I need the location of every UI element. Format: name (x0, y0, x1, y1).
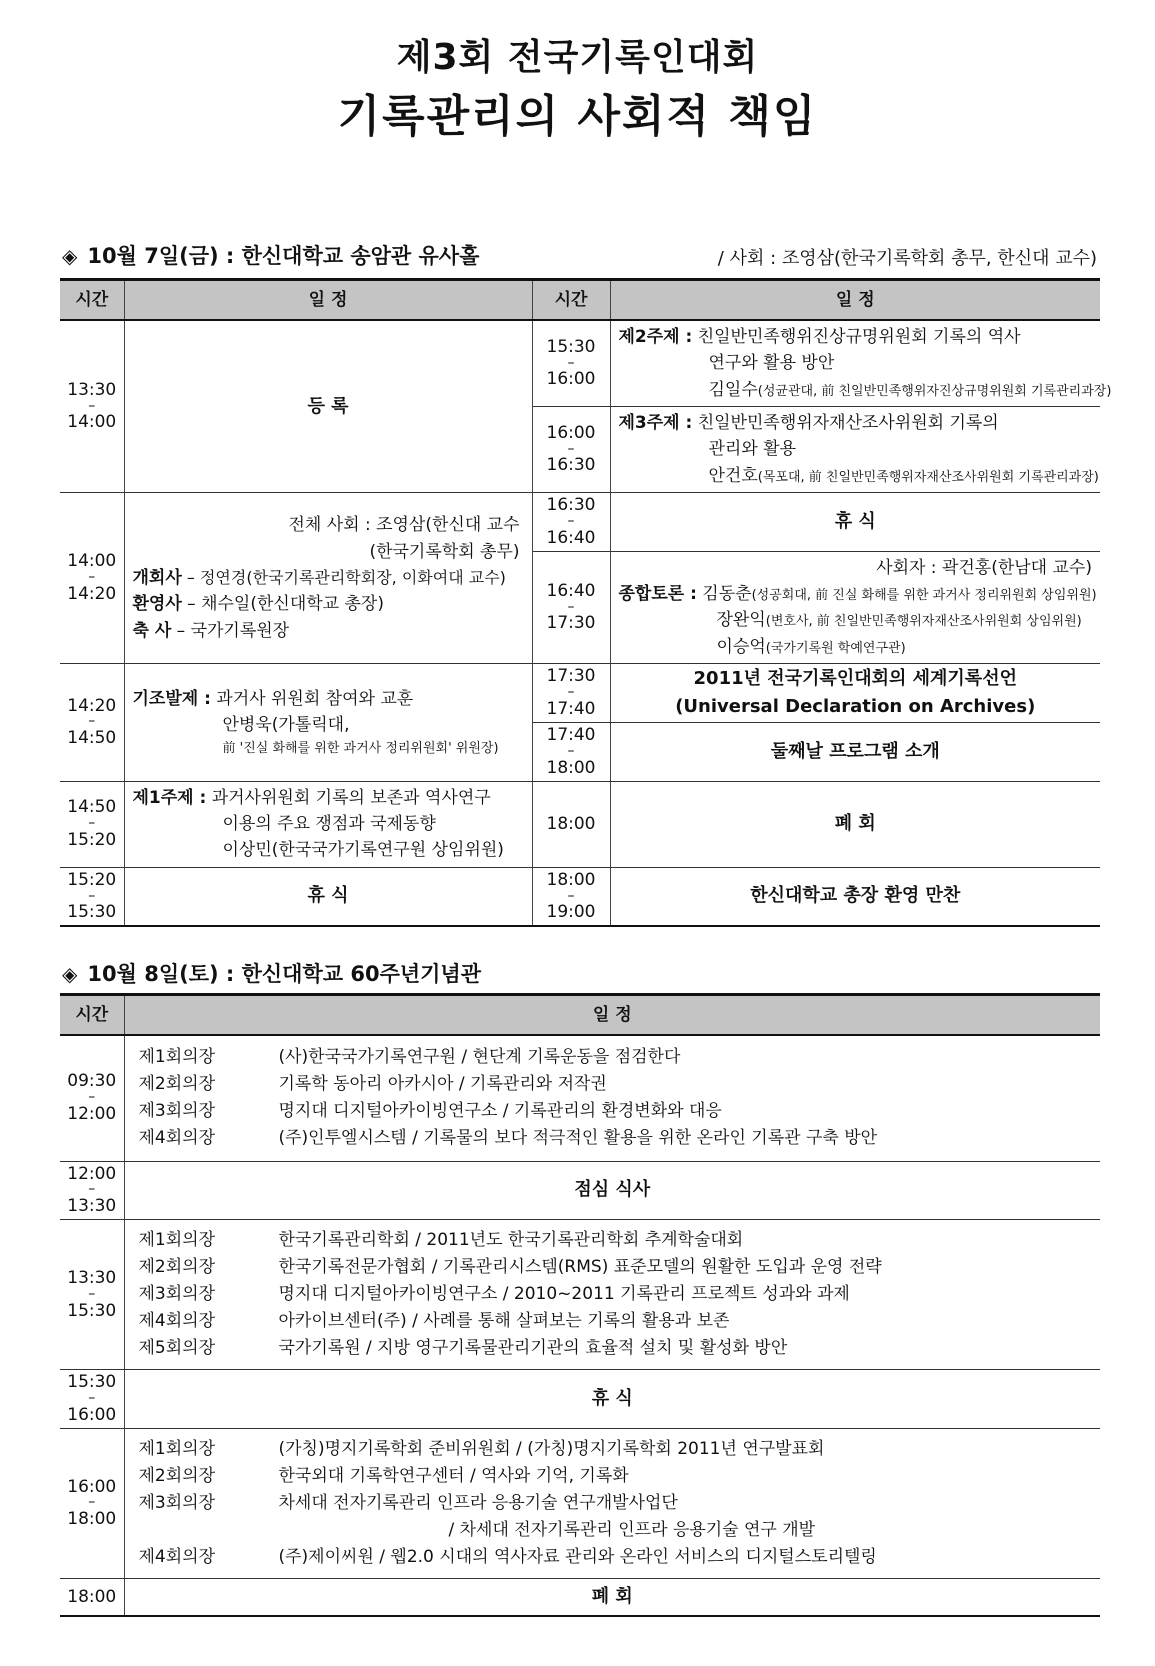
time-dash: – (88, 1089, 96, 1106)
list-item (139, 1281, 1087, 1308)
time-dash: – (567, 440, 575, 457)
start-time: 12:00 (67, 1163, 117, 1184)
start-time: 17:40 (546, 724, 596, 745)
end-time: 16:30 (546, 455, 596, 476)
time-dash: – (88, 569, 96, 586)
session-cell (124, 781, 532, 867)
room-program: 한국기록관리학회 / 2011년도 한국기록관리학회 추계학술대회 (278, 1230, 744, 1251)
speaker-affiliation: (성균관대, 前 친일반민족행위자진상규명위원회 기록관리과장) (757, 383, 1112, 399)
day2-preview-cell: 둘째날 프로그램 소개 (610, 722, 1100, 781)
start-time: 18:00 (546, 813, 596, 834)
opening-label: 개회사 (132, 567, 182, 588)
room-name: 제1회의장 (138, 1047, 216, 1068)
start-time: 16:00 (67, 1476, 117, 1497)
start-time: 15:30 (67, 1372, 117, 1393)
room-program: 한국외대 기록학연구센터 / 역사와 기억, 기록화 (278, 1465, 629, 1486)
list-item (139, 1227, 1087, 1254)
room-name: 제3회의장 (138, 1101, 216, 1122)
table-row (60, 1428, 1100, 1578)
end-time: 15:30 (67, 1300, 117, 1321)
speaker-affiliation: (목포대, 前 친일반민족행위자재산조사위원회 기록관리과장) (757, 469, 1099, 485)
column-header-time: 시간 (532, 280, 610, 321)
lunch-cell: 점심 식사 (124, 1161, 1100, 1220)
time-dash: – (88, 1390, 96, 1407)
table-row (60, 867, 1100, 926)
panel-moderator: 사회자 : 곽건홍(한남대 교수) (876, 557, 1092, 578)
time-cell (532, 320, 610, 407)
session-topic: 친일반민족행위자재산조사위원회 기록의 (692, 413, 999, 434)
start-time: 17:30 (546, 666, 596, 687)
time-dash: – (567, 684, 575, 701)
table-row (60, 1578, 1100, 1616)
room-list (124, 1220, 1100, 1370)
list-item (139, 1544, 1087, 1571)
time-dash: – (88, 1285, 96, 1302)
time-cell (60, 1220, 124, 1370)
start-time: 18:00 (546, 869, 596, 890)
event-theme: 기록관리의 사회적 책임 (337, 91, 818, 142)
session-label: 제3주제 : (618, 413, 693, 434)
time-cell (532, 867, 610, 926)
list-item (139, 1071, 1087, 1098)
day2-schedule-table (60, 993, 1100, 1617)
speaker-name: 안건호 (708, 465, 758, 486)
day1-heading (62, 240, 479, 270)
document-title (0, 34, 1155, 148)
end-time: 12:00 (67, 1104, 117, 1125)
time-cell (532, 407, 610, 493)
time-cell (60, 1370, 124, 1429)
start-time: 09:30 (67, 1071, 117, 1092)
end-time: 17:40 (546, 698, 596, 719)
day2-heading-text: 10월 8일(토) : 한신대학교 60주년기념관 (87, 962, 482, 986)
time-cell (60, 1578, 124, 1616)
list-item (139, 1308, 1087, 1335)
start-time: 15:20 (67, 869, 117, 890)
start-time: 13:30 (67, 1267, 117, 1288)
panelist-name: 장완익 (716, 610, 766, 631)
room-name: 제2회의장 (138, 1465, 216, 1486)
day1-schedule-table (60, 278, 1112, 927)
break-cell: 휴 식 (124, 1370, 1100, 1429)
list-item (139, 1125, 1087, 1152)
opening-speaker: – 정연경(한국기록관리학회장, 이화여대 교수) (181, 567, 506, 587)
end-time: 14:50 (67, 728, 117, 749)
time-dash: – (567, 598, 575, 615)
room-program: 차세대 전자기록관리 인프라 응용기술 연구개발사업단 (278, 1492, 678, 1513)
congrats-speaker: – 국가기록원장 (171, 620, 290, 641)
closing-cell: 폐 회 (124, 1578, 1100, 1616)
start-time: 16:00 (546, 422, 596, 443)
time-dash: – (88, 815, 96, 832)
time-dash: – (88, 1494, 96, 1511)
list-item (139, 1098, 1087, 1125)
table-row (60, 1370, 1100, 1429)
break-cell: 휴 식 (124, 867, 532, 926)
time-dash: – (88, 397, 96, 414)
end-time: 16:00 (546, 369, 596, 390)
time-cell (60, 1428, 124, 1578)
time-cell (60, 320, 124, 493)
session-cell (610, 407, 1100, 493)
event-title: 제3회 전국기록인대회 (396, 37, 759, 78)
end-time: 17:30 (546, 613, 596, 634)
room-program: (주)인투엘시스템 / 기록물의 보다 적극적인 활용을 위한 온라인 기록관 구축 방안 (278, 1128, 878, 1149)
start-time: 15:30 (546, 336, 596, 357)
room-program: 한국기록전문가협회 / 기록관리시스템(RMS) 표준모델의 원활한 도입과 운영 전략 (278, 1257, 882, 1278)
session-label: 제2주제 : (618, 327, 693, 347)
room-program: (사)한국국가기록연구원 / 현단계 기록운동을 점검한다 (278, 1047, 681, 1068)
session-cell (610, 320, 1112, 407)
declaration-title: 2011년 전국기록인대회의 세계기록선언 (693, 668, 1017, 690)
column-header-time: 시간 (60, 995, 124, 1036)
end-time: 14:00 (67, 412, 117, 433)
time-dash: – (567, 513, 575, 529)
end-time: 15:20 (67, 829, 117, 850)
table-row (60, 320, 1100, 407)
keynote-topic: 과거사 위원회 참여와 교훈 (210, 688, 414, 709)
table-row (60, 1035, 1100, 1161)
moderator-line-cont: (한국기록학회 총무) (369, 541, 520, 562)
table-header-row (60, 995, 1100, 1036)
time-cell (532, 493, 610, 552)
time-dash: – (567, 887, 575, 904)
room-name: 제1회의장 (138, 1438, 216, 1459)
room-name: 제3회의장 (138, 1492, 216, 1513)
time-cell (60, 664, 124, 781)
start-time: 16:30 (546, 495, 596, 516)
time-cell (532, 664, 610, 723)
table-header-row (60, 280, 1100, 321)
declaration-subtitle: (Universal Declaration on Archives) (675, 696, 1036, 717)
room-program: 명지대 디지털아카이빙연구소 / 기록관리의 환경변화와 대응 (278, 1101, 722, 1122)
declaration-cell (610, 664, 1100, 723)
speaker-name: 이상민(한국국가기록연구원 상임위원) (222, 840, 504, 861)
start-time: 14:50 (67, 797, 117, 818)
room-name: 제4회의장 (138, 1311, 216, 1332)
room-program: 국가기록원 / 지방 영구기록물관리기관의 효율적 설치 및 활성화 방안 (278, 1338, 788, 1359)
start-time: 14:00 (67, 551, 117, 572)
column-header-time: 시간 (60, 280, 124, 321)
room-list (124, 1035, 1100, 1161)
time-cell (60, 493, 124, 664)
table-row (60, 1220, 1100, 1370)
list-item (139, 1517, 1087, 1544)
room-name: 제5회의장 (138, 1338, 216, 1359)
end-time: 16:00 (67, 1404, 117, 1425)
list-item (139, 1254, 1087, 1281)
list-item (139, 1463, 1087, 1490)
session-topic-cont: 연구와 활용 방안 (708, 353, 835, 374)
dinner-cell: 한신대학교 총장 환영 만찬 (610, 867, 1100, 926)
room-program: 아카이브센터(주) / 사례를 통해 살펴보는 기록의 활용과 보존 (278, 1311, 730, 1332)
list-item (139, 1490, 1087, 1517)
end-time: 14:20 (67, 583, 117, 604)
time-cell (532, 722, 610, 781)
time-cell (60, 867, 124, 926)
room-program: 기록학 동아리 아카시아 / 기록관리와 저작권 (278, 1074, 607, 1095)
panelist-name: 김동춘 (696, 584, 752, 605)
keynote-speaker: 안병욱(가톨릭대, (222, 715, 350, 736)
room-program: 명지대 디지털아카이빙연구소 / 2010~2011 기록관리 프로젝트 성과와 과제 (278, 1284, 850, 1305)
room-name: 제4회의장 (138, 1546, 216, 1567)
keynote-speaker-affiliation: 前 '진실 화해를 위한 과거사 정리위원회' 위원장) (222, 740, 499, 756)
table-row (60, 493, 1100, 552)
registration-cell: 등 록 (124, 320, 532, 493)
welcome-speaker: – 채수일(한신대학교 총장) (181, 594, 384, 615)
session-topic-cont: 이용의 주요 쟁점과 국제동향 (222, 813, 436, 834)
end-time: 13:30 (67, 1196, 117, 1217)
list-item (139, 1436, 1087, 1463)
room-name: 제1회의장 (138, 1230, 216, 1251)
keynote-label: 기조발제 : (132, 688, 211, 709)
table-row (60, 781, 1100, 867)
time-cell (60, 781, 124, 867)
column-header-schedule: 일 정 (610, 280, 1100, 321)
panel-discussion-cell (610, 551, 1100, 663)
panelist-name: 이승억 (716, 636, 766, 657)
time-dash: – (88, 1181, 96, 1198)
day1-host: / 사회 : 조영삼(한국기록학회 총무, 한신대 교수) (717, 248, 1097, 269)
table-row (60, 1161, 1100, 1220)
closing-cell: 폐 회 (610, 781, 1100, 867)
room-program: (가칭)명지기록학회 준비위원회 / (가칭)명지기록학회 2011년 연구발표회 (278, 1438, 825, 1459)
welcome-label: 환영사 (132, 594, 182, 615)
end-time: 18:00 (67, 1509, 117, 1530)
panelist-affiliation: (국가기록원 학예연구관) (765, 640, 906, 656)
time-cell (60, 1035, 124, 1161)
list-item (139, 1044, 1087, 1071)
time-dash: – (88, 887, 96, 904)
congrats-label: 축 사 (132, 620, 172, 641)
room-program-cont: / 차세대 전자기록관리 인프라 응용기술 연구 개발 (448, 1519, 816, 1540)
room-list (124, 1428, 1100, 1578)
time-dash: – (567, 742, 575, 759)
room-program: (주)제이씨원 / 웹2.0 시대의 역사자료 관리와 온라인 서비스의 디지털스토리텔링 (278, 1546, 877, 1567)
start-time: 18:00 (67, 1586, 117, 1607)
end-time: 19:00 (546, 902, 596, 923)
column-header-schedule: 일 정 (124, 995, 1100, 1036)
session-topic: 과거사위원회 기록의 보존과 역사연구 (206, 787, 491, 808)
column-header-schedule: 일 정 (124, 280, 532, 321)
start-time: 16:40 (546, 580, 596, 601)
moderator-line: 전체 사회 : 조영삼(한신대 교수 (288, 515, 520, 536)
day1-heading-text: 10월 7일(금) : 한신대학교 송암관 유사홀 (87, 244, 480, 268)
time-cell (60, 1161, 124, 1220)
room-name: 제2회의장 (138, 1074, 216, 1095)
room-name: 제2회의장 (138, 1257, 216, 1278)
room-name: 제3회의장 (138, 1284, 216, 1305)
keynote-cell (124, 664, 532, 781)
session-label: 제1주제 : (132, 787, 207, 808)
room-name: 제4회의장 (138, 1128, 216, 1149)
end-time: 18:00 (546, 757, 596, 778)
panelist-affiliation: (성공회대, 前 진실 화해를 위한 과거사 정리위원회 상임위원) (751, 588, 1097, 604)
time-dash: – (88, 713, 96, 730)
time-dash: – (567, 354, 575, 371)
end-time: 16:40 (546, 527, 596, 548)
start-time: 14:20 (67, 695, 117, 716)
list-item (139, 1335, 1087, 1362)
speaker-name: 김일수 (708, 379, 758, 400)
day2-heading (62, 958, 481, 988)
panelist-affiliation: (변호사, 前 친일반민족행위자재산조사위원회 상임위원) (765, 614, 1082, 630)
time-cell (532, 781, 610, 867)
panel-label: 종합토론 : (618, 584, 697, 605)
diamond-icon: ◈ (62, 244, 78, 268)
break-cell: 휴 식 (610, 493, 1100, 552)
session-topic: 친일반민족행위진상규명위원회 기록의 역사 (692, 327, 1021, 347)
table-row (60, 664, 1100, 723)
end-time: 15:30 (67, 902, 117, 923)
opening-ceremony-cell (124, 493, 532, 664)
start-time: 13:30 (67, 379, 117, 400)
session-topic-cont: 관리와 활용 (708, 439, 797, 460)
diamond-icon: ◈ (62, 962, 78, 986)
time-cell (532, 551, 610, 663)
